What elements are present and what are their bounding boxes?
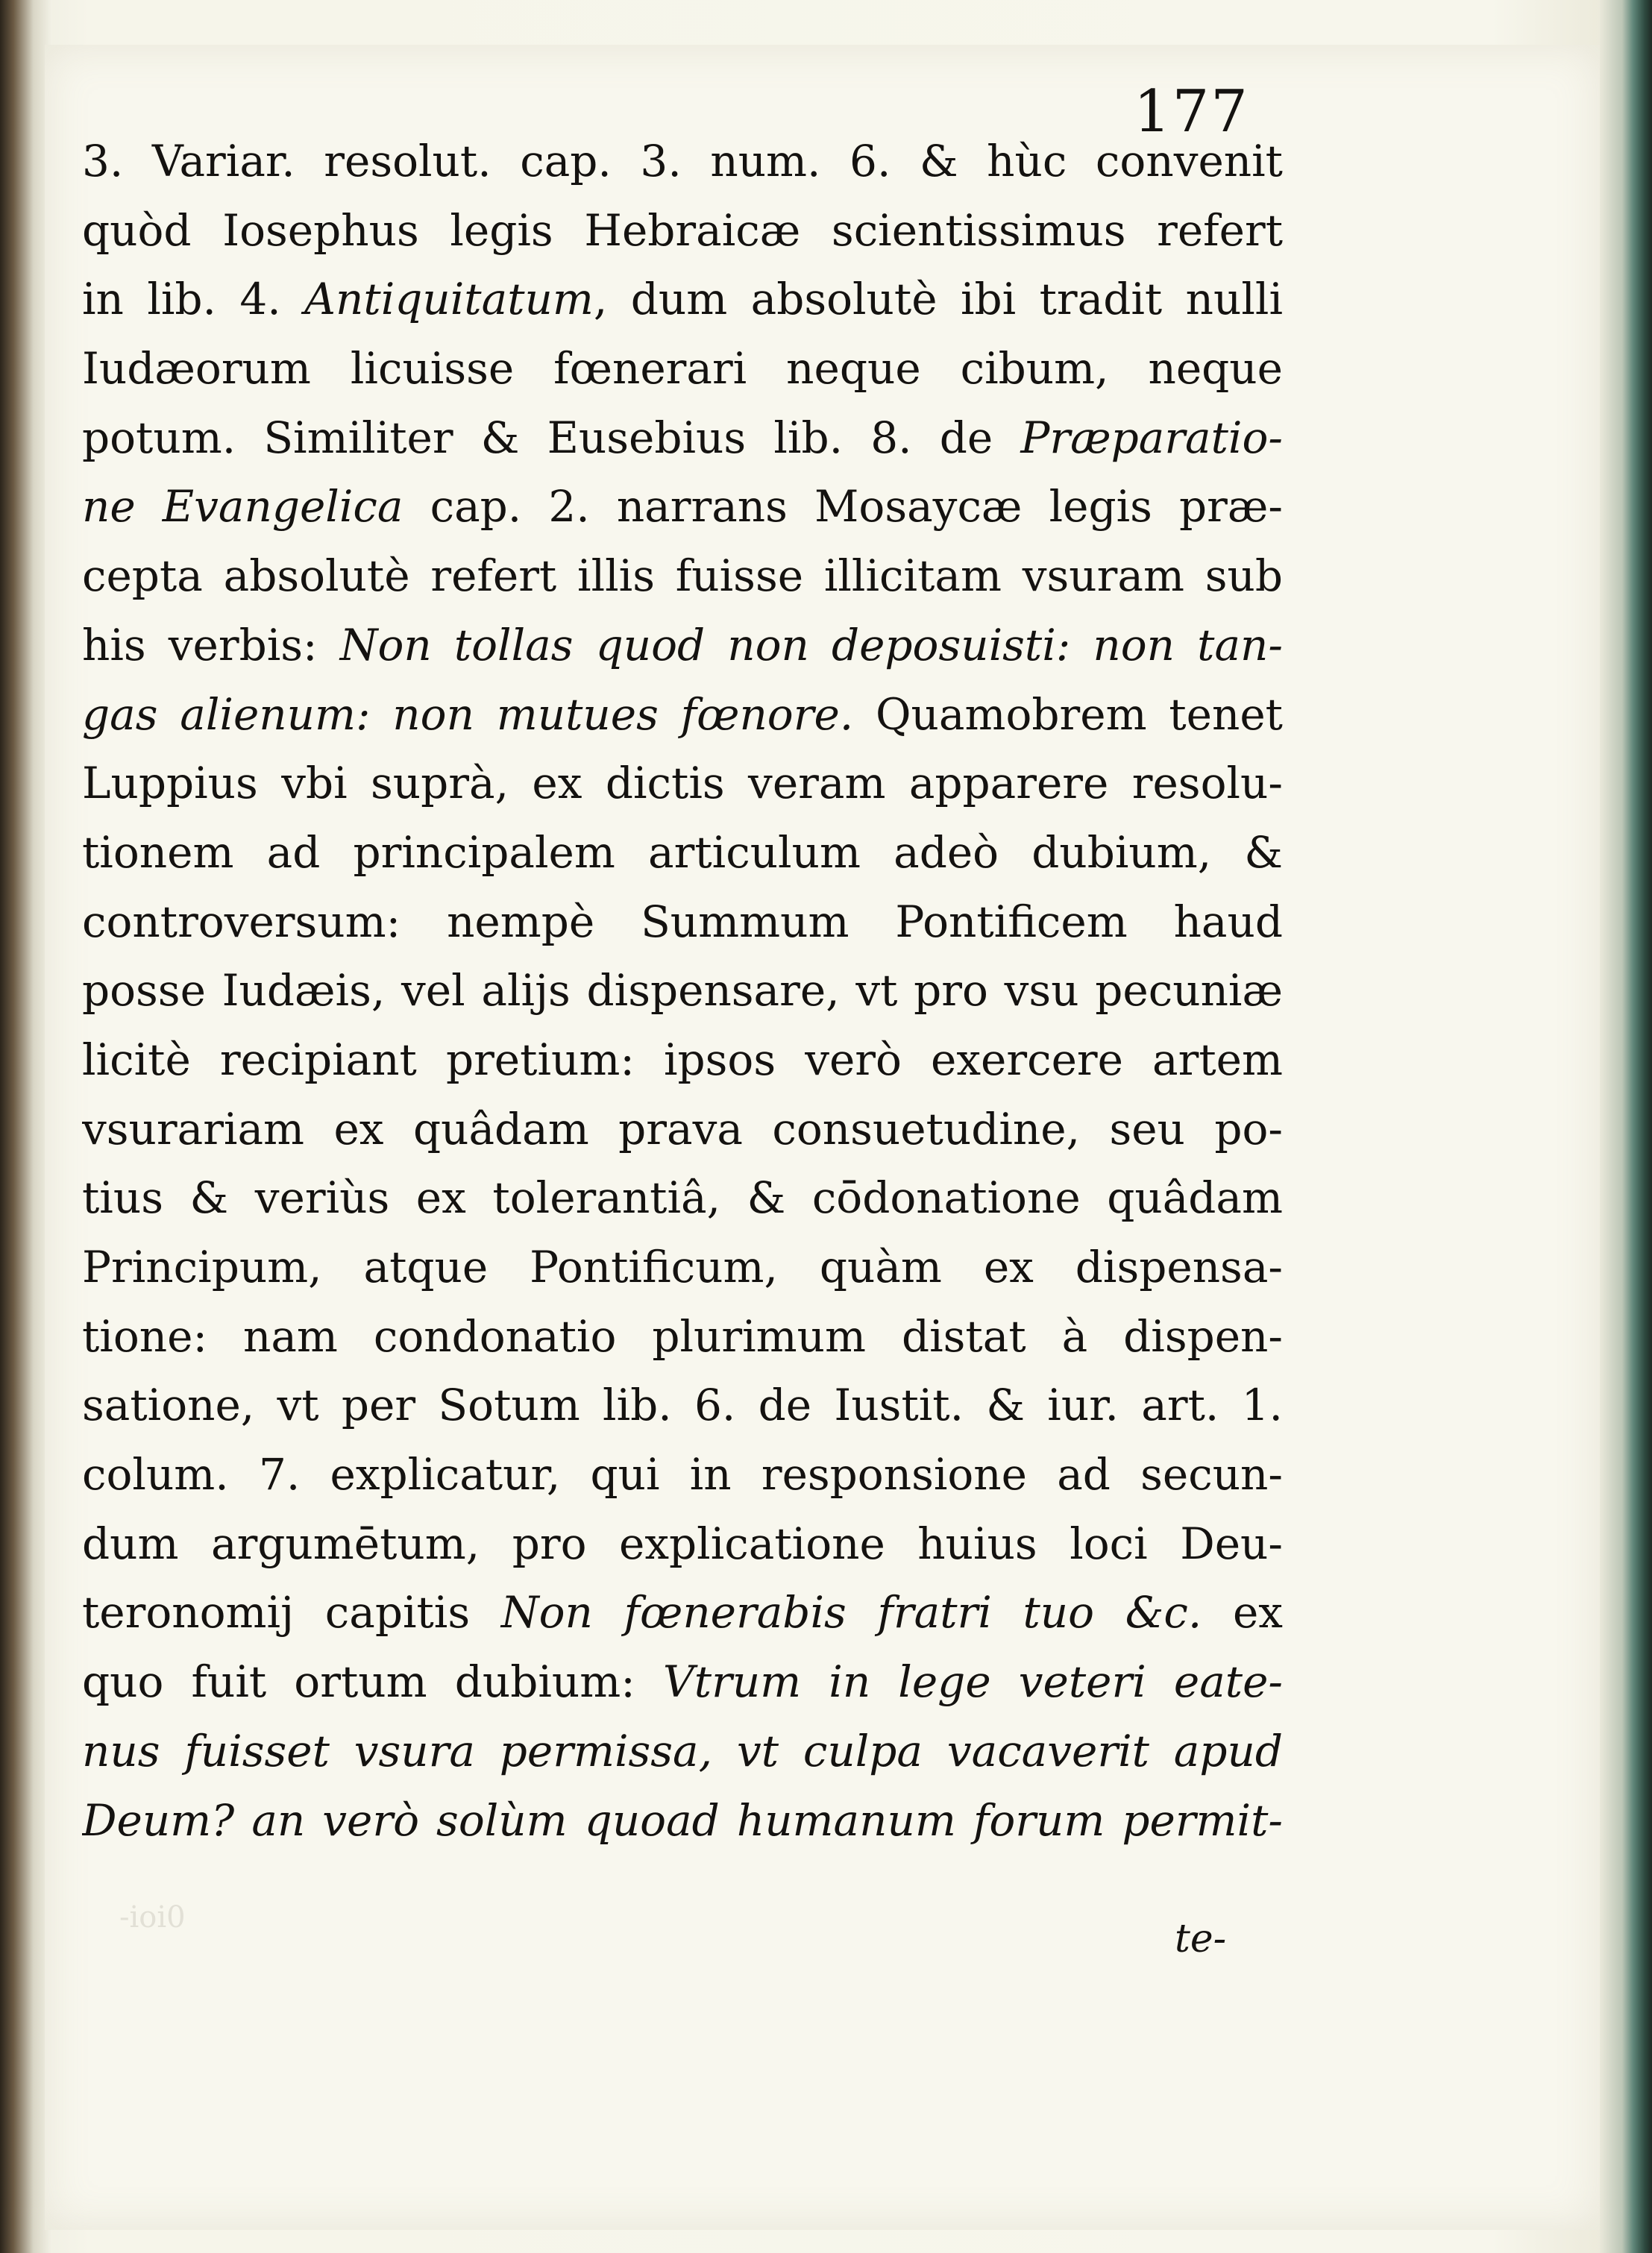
text-segment: dum argumētum, pro explicatione huius loci Deu- (82, 1518, 1283, 1569)
text-segment: cepta absolutè refert illis fuisse illicitam vsuram sub (82, 550, 1283, 602)
bleed-through-text: -ioi0 (119, 1900, 186, 1935)
italic-text-segment: Non fœnerabis fratri tuo &c. (500, 1587, 1202, 1638)
text-segment: cap. 2. narrans Mosaycæ legis præ- (403, 481, 1283, 532)
text-segment: vsurariam ex quâdam prava consuetudine, seu po- (82, 1103, 1283, 1154)
italic-text-segment: Non tollas quod non deposuisti: non tan- (339, 619, 1283, 670)
catchword: te- (1175, 1917, 1227, 1961)
text-segment: his verbis: (82, 619, 340, 670)
text-segment: 3. Variar. resolut. cap. 3. num. 6. & hùc convenit (82, 136, 1283, 186)
text-line (82, 403, 1283, 473)
italic-text-segment: Vtrum in lege veteri eate- (662, 1656, 1283, 1708)
text-line (82, 818, 1283, 887)
text-line (82, 1786, 1283, 1855)
text-line (82, 541, 1283, 611)
text-segment: in lib. 4. (82, 274, 305, 325)
text-line (82, 196, 1283, 265)
text-line (82, 1440, 1283, 1509)
text-line (82, 334, 1283, 403)
text-segment: tionem ad principalem articulum adeò dubium, & (82, 826, 1283, 878)
text-segment: Quamobrem tenet (853, 688, 1283, 740)
text-line (82, 127, 1283, 196)
text-segment: ex (1202, 1587, 1283, 1638)
text-segment: Luppius vbi suprà, ex dictis veram apparere resolu- (82, 758, 1283, 809)
text-segment: tione: nam condonatio plurimum distat à dispen- (82, 1310, 1283, 1362)
italic-text-segment: Deum? an verò solùm quoad humanum forum permit- (82, 1794, 1283, 1846)
text-line (82, 1578, 1283, 1647)
text-segment: quo fuit ortum dubium: (82, 1656, 663, 1708)
italic-text-segment: Antiquitatum (304, 274, 594, 325)
text-segment: licitè recipiant pretium: ipsos verò exercere artem (82, 1034, 1283, 1085)
italic-text-segment: Præparatio- (1020, 412, 1283, 463)
text-segment: quòd Iosephus legis Hebraicæ scientissimus refert (82, 204, 1283, 256)
text-segment: tius & veriùs ex tolerantiâ, & cōdonatione quâdam (82, 1172, 1283, 1224)
text-line (82, 1095, 1283, 1164)
text-segment: controversum: nempè Summum Pontificem haud (82, 896, 1283, 947)
text-line (82, 680, 1283, 750)
italic-text-segment: gas alienum: non mutues fœnore. (82, 688, 854, 740)
text-segment: , dum absolutè ibi tradit nulli (593, 274, 1283, 325)
page-stack-edge (1600, 0, 1652, 2253)
text-segment: satione, vt per Sotum lib. 6. de Iustit. & iur. art. 1. (82, 1380, 1283, 1431)
text-segment: potum. Similiter & Eusebius lib. 8. de (82, 412, 1021, 463)
text-line (82, 1163, 1283, 1233)
italic-text-segment: nus fuisset vsura permissa, vt culpa vacaverit apud (82, 1725, 1283, 1776)
text-line (82, 1717, 1283, 1786)
text-line (82, 1025, 1283, 1095)
text-line (82, 265, 1283, 334)
text-line (82, 472, 1283, 541)
text-segment: teronomij capitis (82, 1587, 501, 1638)
text-line (82, 1371, 1283, 1440)
text-segment: posse Iudæis, vel alijs dispensare, vt pro vsu pecuniæ (82, 965, 1283, 1016)
text-line (82, 611, 1283, 680)
page-number: 177 (1134, 78, 1249, 145)
text-segment: Iudæorum licuisse fœnerari neque cibum, neque (82, 343, 1283, 395)
body-text (82, 127, 1283, 1855)
text-line (82, 749, 1283, 818)
text-line (82, 1647, 1283, 1717)
text-segment: Principum, atque Pontificum, quàm ex dispensa- (82, 1242, 1283, 1292)
text-segment: colum. 7. explicatur, qui in responsione ad secun- (82, 1449, 1283, 1501)
text-line (82, 887, 1283, 957)
text-line (82, 1302, 1283, 1371)
italic-text-segment: ne Evangelica (82, 481, 403, 532)
text-line (82, 1233, 1283, 1302)
text-line (82, 1509, 1283, 1579)
text-line (82, 956, 1283, 1025)
